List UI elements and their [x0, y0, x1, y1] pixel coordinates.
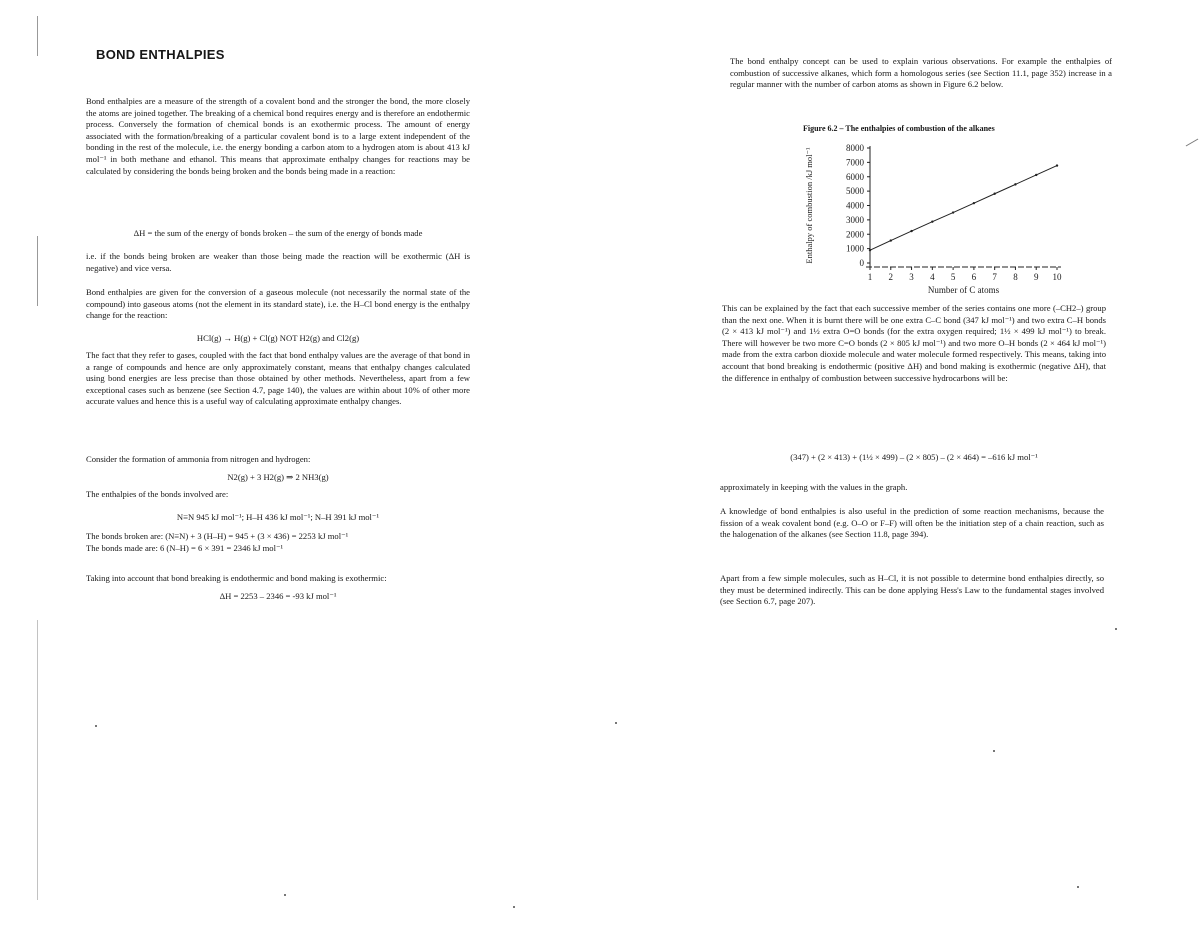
page-title: BOND ENTHALPIES — [96, 47, 225, 62]
y-tick-label: 5000 — [846, 186, 864, 197]
data-point — [993, 193, 995, 195]
explanation-paragraph: This can be explained by the fact that each successive member of the series contains one more (–CH2–) group than the next one. When it is burnt there will be one extra C–C bond (347 kJ mol⁻¹) and two extra C–H bonds (2 × 413 kJ mol⁻¹) and 1½ extra O=O bonds (for the extra oxygen required; 1½ × 499 kJ mol⁻¹) to break. There will however be two more C=O bonds (2 × 805 kJ mol⁻¹) and two more O–H bonds (2 × 464 kJ mol⁻¹) made from the extra carbon dioxide molecule and water molecule formed respectively. This means, taking into account that bond breaking is endothermic (positive ΔH) and bond making is exothermic (negative ΔH), that the difference in enthalpy of combustion between successive hydrocarbons will be: — [722, 303, 1106, 383]
x-tick-label: 2 — [888, 272, 894, 282]
x-tick-label: 7 — [992, 272, 997, 282]
scan-speck — [95, 725, 97, 727]
enthalpies-involved: The enthalpies of the bonds involved are: — [86, 489, 229, 499]
x-tick-label: 3 — [909, 272, 914, 282]
data-point — [1056, 164, 1058, 166]
y-tick-label: 6000 — [846, 171, 864, 182]
x-tick-label: 10 — [1052, 272, 1062, 282]
gaseous-paragraph: Bond enthalpies are given for the conversion of a gaseous molecule (not necessarily the normal state of the compound) into gaseous atoms (not the element in its standard state), i.e. the H–Cl bond energy is the enthalpy change for the reaction: — [86, 287, 470, 321]
hess-paragraph: Apart from a few simple molecules, such as H–Cl, it is not possible to determine bond enthalpies directly, so they must be determined indirectly. This can be done applying Hess's Law to the fundamental stages involved (see Section 6.7, page 207). — [720, 573, 1104, 607]
x-tick-label: 5 — [950, 272, 956, 282]
mechanisms-paragraph: A knowledge of bond enthalpies is also useful in the prediction of some reaction mechanisms, because the fission of a weak covalent bond (e.g. O–O or F–F) will often be the initiation step of a chain reaction, such as the halogenation of the alkanes (see Section 11.8, page 394). — [720, 506, 1104, 540]
ammonia-intro: Consider the formation of ammonia from nitrogen and hydrogen: — [86, 454, 311, 464]
intro-paragraph: Bond enthalpies are a measure of the strength of a covalent bond and the stronger the bond, the more closely the atoms are joined together. The breaking of a chemical bond requires energy and is therefore an endothermic process. Conversely the formation of chemical bonds is an exothermic process. The amount of energy associated with the formation/breaking of a particular covalent bond is to a large extent independent of the bonding in the rest of the molecule, i.e. the energy bonding a carbon atom to a hydrogen atom is about 413 kJ mol⁻¹ in both methane and ethanol. This means that approximate enthalpy changes for reactions may be calculated by considering the bonds being broken and the bonds being made in a reaction: — [86, 96, 470, 176]
scan-speck — [1115, 628, 1117, 630]
taking-into-account-paragraph: Taking into account that bond breaking is endothermic and bond making is exothermic: — [86, 573, 387, 583]
y-tick-label: 2000 — [846, 229, 864, 240]
enthalpy-definition-equation: ΔH = the sum of the energy of bonds broken – the sum of the energy of bonds made — [133, 228, 423, 238]
bond-values-equation: N≡N 945 kJ mol⁻¹; H–H 436 kJ mol⁻¹; N–H 391 kJ mol⁻¹ — [176, 512, 380, 522]
hcl-equation: HCl(g) → H(g) + Cl(g) NOT H2(g) and Cl2(g) — [196, 333, 360, 343]
y-tick-label: 4000 — [846, 200, 864, 211]
x-tick-label: 8 — [1013, 272, 1018, 282]
scan-edge-mark — [37, 236, 38, 306]
x-tick-label: 1 — [867, 272, 873, 282]
x-axis-title: Number of C atoms — [927, 285, 1000, 295]
scan-speck — [513, 906, 515, 908]
data-point — [1014, 183, 1016, 185]
scan-edge-mark — [37, 16, 38, 56]
x-tick-label: 6 — [971, 272, 977, 282]
x-tick-label: 9 — [1033, 272, 1039, 282]
y-axis-title: Enthalpy of combustion /kJ mol⁻¹ — [804, 147, 814, 264]
bonds-broken-line: The bonds broken are: (N≡N) + 3 (H–H) = 945 + (3 × 436) = 2253 kJ mol⁻¹ — [86, 531, 349, 541]
combustion-series-line — [870, 166, 1057, 251]
ammonia-equation: N2(g) + 3 H2(g) ⇒ 2 NH3(g) — [227, 472, 329, 482]
data-point — [869, 249, 871, 251]
bonds-made-line: The bonds made are: 6 (N–H) = 6 × 391 = 2346 kJ mol⁻¹ — [86, 543, 284, 553]
data-point — [952, 211, 954, 213]
combustion-difference-equation: (347) + (2 × 413) + (1½ × 499) – (2 × 805) – (2 × 464) = –616 kJ mol⁻¹ — [790, 452, 1038, 462]
scan-speck — [993, 750, 995, 752]
ammonia-result-equation: ΔH = 2253 – 2346 = -93 kJ mol⁻¹ — [219, 591, 337, 601]
y-tick-label: 3000 — [846, 214, 864, 225]
figure-title: Figure 6.2 – The enthalpies of combustion of the alkanes — [803, 124, 995, 133]
scan-speck — [615, 722, 617, 724]
exothermic-paragraph: i.e. if the bonds being broken are weaker than those being made the reaction will be exothermic (ΔH is negative) and vice versa. — [86, 251, 470, 273]
data-point — [931, 220, 933, 222]
observations-paragraph: The bond enthalpy concept can be used to explain various observations. For example the enthalpies of combustion of successive alkanes, which form a homologous series (see Section 11.1, page 352) increase in a regular manner with the number of carbon atoms as shown in Figure 6.2 below. — [730, 56, 1112, 90]
data-point — [1035, 174, 1037, 176]
y-tick-label: 8000 — [846, 143, 864, 153]
scan-speck — [1077, 886, 1079, 888]
x-tick-label: 4 — [930, 272, 935, 282]
y-tick-label: 0 — [859, 258, 864, 268]
scan-speck — [284, 894, 286, 896]
data-point — [890, 239, 892, 241]
precision-paragraph: The fact that they refer to gases, coupled with the fact that bond enthalpy values are the average of that bond in a range of compounds and hence are only approximately constant, means that enthalpy changes calculated using bond energies are less precise than those obtained by other methods. Nevertheless, apart from a few exceptional cases such as benzene (see Section 4.7, page 140), the values are within about 10% of other more accurate values and hence this is a useful way of calculating approximate enthalpy changes. — [86, 350, 470, 407]
scan-edge-mark — [37, 620, 38, 900]
data-point — [910, 230, 912, 232]
approx-paragraph: approximately in keeping with the values in the graph. — [720, 482, 908, 492]
combustion-chart — [795, 138, 1075, 303]
y-tick-label: 1000 — [846, 243, 864, 254]
data-point — [973, 202, 975, 204]
y-tick-label: 7000 — [846, 157, 864, 168]
